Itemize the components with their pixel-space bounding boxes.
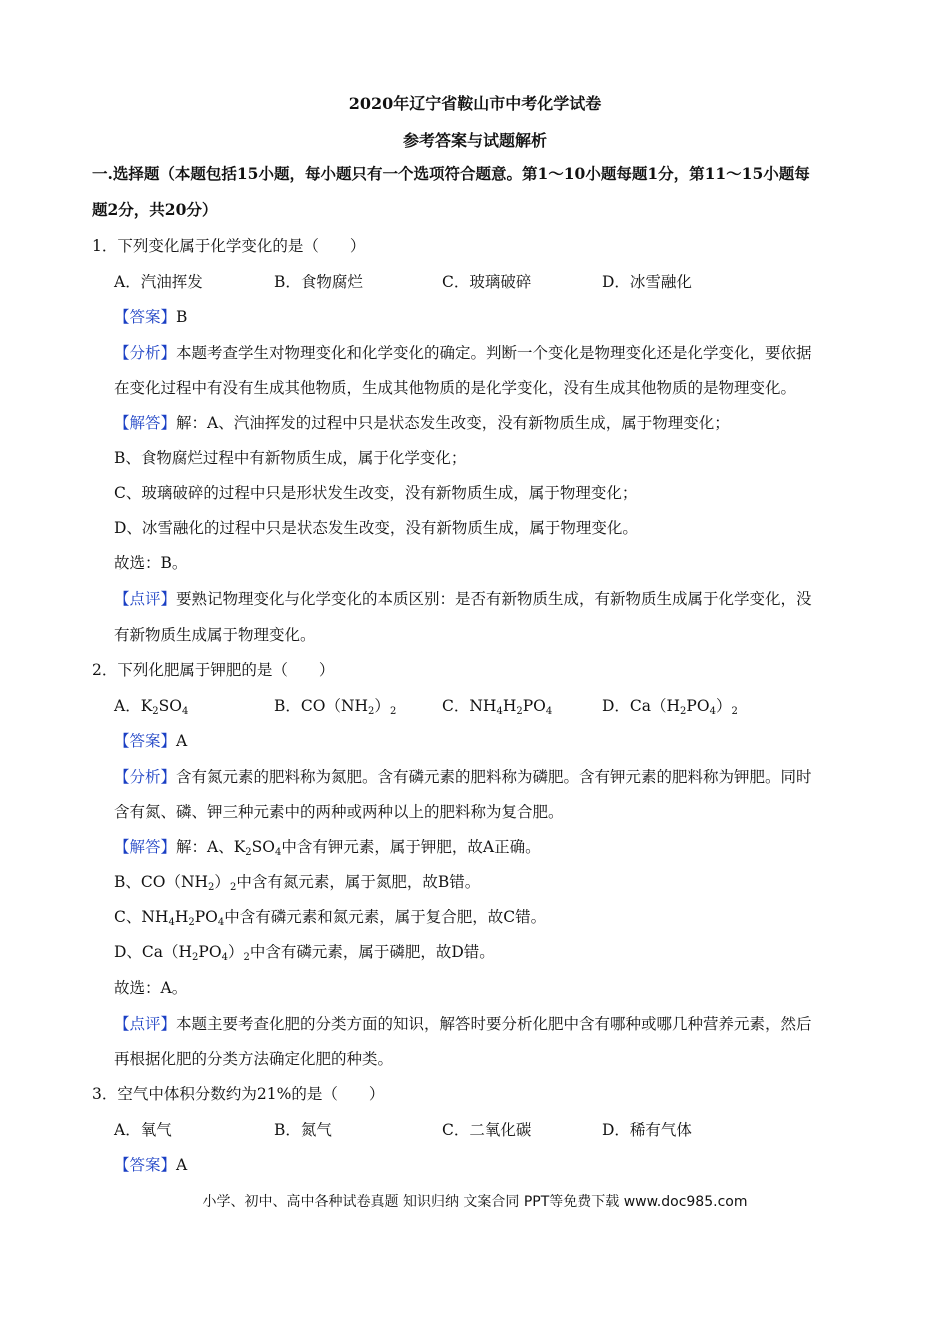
q2-option-b: B．$CO(NH_2)_2$ [274,697,397,717]
q2-analysis-text: 含有氮元素的肥料称为氮肥。含有磷元素的肥料称为磷肥。含有钾元素的肥料称为钾肥。同时 [176,768,812,786]
q1-option-d: D．冰雪融化 [602,273,692,291]
q2-answer [114,731,187,751]
comment-tag: 【点评】 [114,590,177,608]
q1-comment-cont: 有新物质生成属于物理变化。 [114,626,316,644]
q1-solution-d: D、冰雪融化的过程中只是状态发生改变，没有新物质生成，属于物理变化。 [114,519,638,537]
q1-option-a: A．汽油挥发 [114,273,203,291]
q2-answer-value: A [176,732,188,750]
q3-answer-value: A [176,1156,188,1174]
q1-choose: 故选：B。 [114,554,188,572]
answer-tag: 【答案】 [114,308,177,326]
q2-option-c: C．$NH_4H_2PO_4$ [442,697,553,717]
q3-answer [114,1155,187,1175]
q1-option-c: C．玻璃破碎 [442,273,532,291]
q1-answer-value: B [176,308,188,326]
q1-solution [114,413,730,433]
q1-answer [114,307,187,327]
q3-option-d: D．稀有气体 [602,1121,692,1139]
q1-analysis-text: 本题考查学生对物理变化和化学变化的确定。判断一个变化是物理变化还是化学变化，要依据 [176,344,812,362]
solution-tag: 【解答】 [114,414,177,432]
q2-comment-text: 本题主要考查化肥的分类方面的知识，解答时要分析化肥中含有哪种或哪几种营养元素，然后 [176,1015,812,1033]
comment-tag: 【点评】 [114,1015,177,1033]
q1-solution-b: B、食物腐烂过程中有新物质生成，属于化学变化； [114,449,467,467]
q1-comment-text: 要熟记物理变化与化学变化的本质区别：是否有新物质生成，有新物质生成属于化学变化，没 [176,590,812,608]
analysis-tag: 【分析】 [114,344,177,362]
q1-comment [114,589,812,609]
section-heading-cont: 题2分，共20分） [92,200,218,219]
q2-analysis-cont: 含有氮、磷、钾三种元素中的两种或两种以上的肥料称为复合肥。 [114,803,564,821]
q3-option-a: A．氧气 [114,1121,172,1139]
page-footer: 小学、初中、高中各种试卷真题 知识归纳 文案合同 PPT等免费下载 www.doc985.com [202,1194,748,1210]
q3-option-c: C．二氧化碳 [442,1121,532,1139]
q1-solution-text: 解：A、汽油挥发的过程中只是状态发生改变，没有新物质生成，属于物理变化； [176,414,730,432]
q2-solution-b: B、$CO(NH_2)_2$中含有氮元素，属于氮肥，故B错。 [114,873,481,893]
answer-tag: 【答案】 [114,732,177,750]
q1-analysis [114,343,812,363]
analysis-tag: 【分析】 [114,768,177,786]
q1-analysis-cont: 在变化过程中有没有生成其他物质，生成其他物质的是化学变化，没有生成其他物质的是物理变化。 [114,379,797,397]
q2-option-a: A．$K_2SO_4$ [114,697,189,717]
section-heading: 一.选择题（本题包括15小题，每小题只有一个选项符合题意。第1～10小题每题1分，第11～15小题每 [92,164,810,183]
q2-stem: 2．下列化肥属于钾肥的是（ ） [92,661,335,679]
page-title: 2020年辽宁省鞍山市中考化学试卷 [348,94,602,113]
q1-stem: 1．下列变化属于化学变化的是（ ） [92,237,366,255]
q2-comment [114,1014,812,1034]
q2-solution: 【解答】解：A、$K_2SO_4$中含有钾元素，属于钾肥，故A正确。 [114,838,541,858]
q2-solution-c: C、$NH_4H_2PO_4$中含有磷元素和氮元素，属于复合肥，故C错。 [114,908,547,928]
q3-option-b: B．氮气 [274,1121,332,1139]
q2-comment-cont: 再根据化肥的分类方法确定化肥的种类。 [114,1050,394,1068]
solution-tag: 【解答】 [114,838,177,856]
q3-stem: 3．空气中体积分数约为21%的是（ ） [92,1085,385,1103]
q1-solution-c: C、玻璃破碎的过程中只是形状发生改变，没有新物质生成，属于物理变化； [114,484,638,502]
q2-analysis [114,767,812,787]
answer-tag: 【答案】 [114,1156,177,1174]
page-subtitle: 参考答案与试题解析 [402,131,547,150]
q2-solution-d: D、$Ca(H_2PO_4)_2$中含有磷元素，属于磷肥，故D错。 [114,943,495,963]
q2-option-d: D．$Ca(H_2PO_4)_2$ [602,697,738,717]
q2-choose: 故选：A。 [114,979,188,997]
q1-option-b: B．食物腐烂 [274,273,363,291]
